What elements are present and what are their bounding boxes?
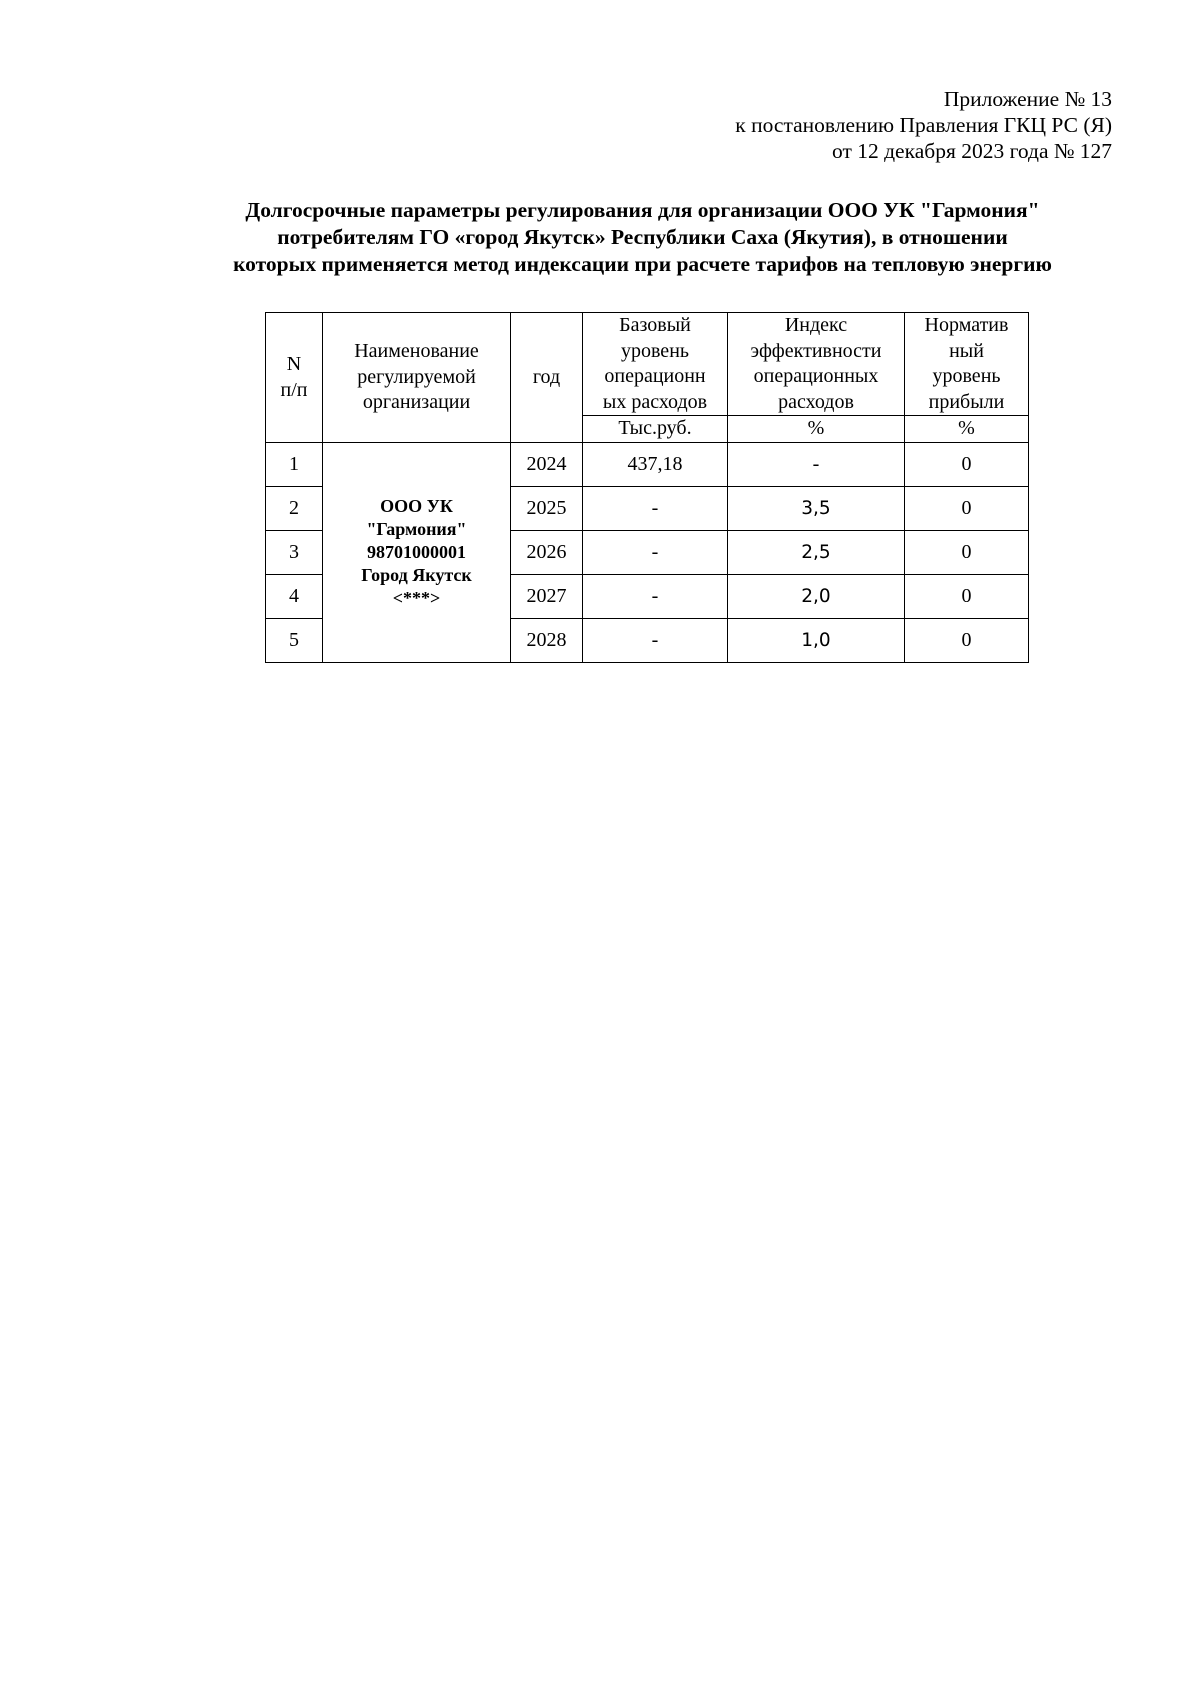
title-line: которых применяется метод индексации при расчете тарифов на тепловую энергию — [233, 252, 1052, 276]
table-row — [266, 443, 1029, 487]
row-year: 2028 — [511, 619, 583, 663]
title-line: потребителям ГО «город Якутск» Республики Саха (Якутия), в отношении — [277, 225, 1008, 249]
row-index: 1,0 — [728, 619, 905, 663]
unit-norm: % — [905, 416, 1029, 443]
row-year: 2025 — [511, 487, 583, 531]
header-num: N п/п — [266, 313, 323, 443]
unit-base: Тыс.руб. — [583, 416, 728, 443]
header-organization: Наименование регулируемой организации — [323, 313, 511, 443]
row-base: 437,18 — [583, 443, 728, 487]
row-norm: 0 — [905, 531, 1029, 575]
row-norm: 0 — [905, 443, 1029, 487]
appendix-number: Приложение № 13 — [943, 87, 1112, 111]
header-year: год — [511, 313, 583, 443]
row-num: 5 — [266, 619, 323, 663]
header-profit-norm: Норматив ный уровень прибыли — [905, 313, 1029, 416]
appendix-reference — [735, 86, 1112, 164]
header-efficiency-index: Индекс эффективности операционных расходов — [728, 313, 905, 416]
row-num: 3 — [266, 531, 323, 575]
title-line: Долгосрочные параметры регулирования для организации ООО УК "Гармония" — [245, 198, 1040, 222]
row-year: 2027 — [511, 575, 583, 619]
row-year: 2026 — [511, 531, 583, 575]
table-header-row — [266, 313, 1029, 416]
document-title — [160, 197, 1125, 278]
row-base: - — [583, 531, 728, 575]
row-base: - — [583, 619, 728, 663]
row-norm: 0 — [905, 575, 1029, 619]
row-index: 3,5 — [728, 487, 905, 531]
appendix-date: от 12 декабря 2023 года № 127 — [832, 139, 1112, 163]
row-base: - — [583, 487, 728, 531]
organization-cell: ООО УК "Гармония" 98701000001 Город Якутск <***> — [323, 443, 511, 663]
row-base: - — [583, 575, 728, 619]
row-norm: 0 — [905, 619, 1029, 663]
row-num: 1 — [266, 443, 323, 487]
row-norm: 0 — [905, 487, 1029, 531]
row-index: 2,0 — [728, 575, 905, 619]
regulation-parameters-table — [265, 312, 1029, 663]
row-index: 2,5 — [728, 531, 905, 575]
row-year: 2024 — [511, 443, 583, 487]
row-num: 4 — [266, 575, 323, 619]
row-num: 2 — [266, 487, 323, 531]
row-index: - — [728, 443, 905, 487]
appendix-resolution: к постановлению Правления ГКЦ РС (Я) — [735, 113, 1112, 137]
header-base-level: Базовый уровень операционн ых расходов — [583, 313, 728, 416]
unit-index: % — [728, 416, 905, 443]
